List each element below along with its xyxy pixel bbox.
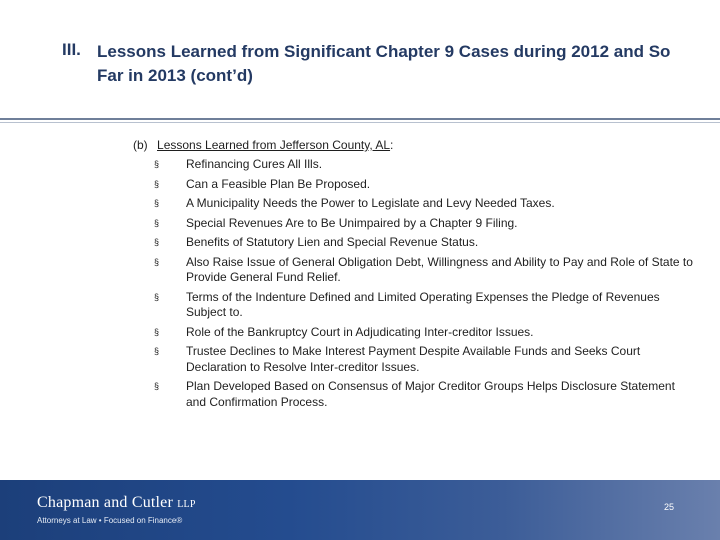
bullet-item <box>154 216 694 232</box>
bullet-marker-icon: § <box>154 381 160 391</box>
bullet-item <box>154 325 694 341</box>
slide-title: Lessons Learned from Significant Chapter 9 Cases during 2012 and So Far in 2013 (cont’d) <box>97 42 671 85</box>
bullet-text: A Municipality Needs the Power to Legislate and Levy Needed Taxes. <box>186 196 555 210</box>
bullet-marker-icon: § <box>154 291 160 302</box>
firm-logo <box>37 494 196 512</box>
bullet-marker-icon: § <box>154 346 160 356</box>
section-tag: (b) <box>133 138 148 152</box>
header-divider <box>0 118 720 120</box>
bullet-item <box>154 379 694 410</box>
bullet-marker-icon: § <box>154 237 160 247</box>
bullet-marker-icon: § <box>154 198 160 208</box>
section-heading <box>133 138 393 152</box>
bullet-text: Refinancing Cures All Ills. <box>186 157 323 171</box>
title-numeral: III. <box>62 40 81 59</box>
bullet-item <box>154 290 694 321</box>
bullet-marker-icon: § <box>154 326 160 337</box>
page-number: 25 <box>664 502 675 512</box>
bullet-text: Plan Developed Based on Consensus of Major Creditor Groups Helps Disclosure Statement and Confirmation Process. <box>186 379 675 409</box>
bullet-item <box>154 196 694 212</box>
bullet-item <box>154 177 694 193</box>
bullet-marker-icon: § <box>154 178 160 189</box>
section-heading-colon: : <box>390 138 394 152</box>
firm-logo-name: Chapman and Cutler <box>37 494 174 511</box>
header-divider-thin <box>0 122 720 123</box>
bullet-list <box>154 157 694 414</box>
bullet-text: Also Raise Issue of General Obligation Debt, Willingness and Ability to Pay and Role of State to Provide General Fund Relief. <box>186 254 693 284</box>
bullet-text: Can a Feasible Plan Be Proposed. <box>186 176 371 191</box>
bullet-item <box>154 235 694 251</box>
firm-tagline: Attorneys at Law • Focused on Finance® <box>37 516 183 525</box>
bullet-text: Role of the Bankruptcy Court in Adjudicating Inter-creditor Issues. <box>186 324 534 339</box>
bullet-marker-icon: § <box>154 256 160 267</box>
bullet-item <box>154 344 694 375</box>
firm-logo-suffix: LLP <box>177 499 196 510</box>
bullet-text: Benefits of Statutory Lien and Special Revenue Status. <box>186 235 479 249</box>
slide-header <box>0 0 720 118</box>
bullet-marker-icon: § <box>154 159 160 169</box>
footer-bar <box>0 480 720 540</box>
bullet-text: Terms of the Indenture Defined and Limited Operating Expenses the Pledge of Revenues Subject to. <box>186 289 660 319</box>
bullet-item <box>154 255 694 286</box>
bullet-marker-icon: § <box>154 217 160 228</box>
section-heading-text: Lessons Learned from Jefferson County, AL <box>157 138 391 152</box>
bullet-text: Trustee Declines to Make Interest Payment Despite Available Funds and Seeks Court Declaration to Resolve Inter-creditor Issues. <box>186 344 641 374</box>
bullet-item <box>154 157 694 173</box>
bullet-text: Special Revenues Are to Be Unimpaired by a Chapter 9 Filing. <box>186 215 518 230</box>
